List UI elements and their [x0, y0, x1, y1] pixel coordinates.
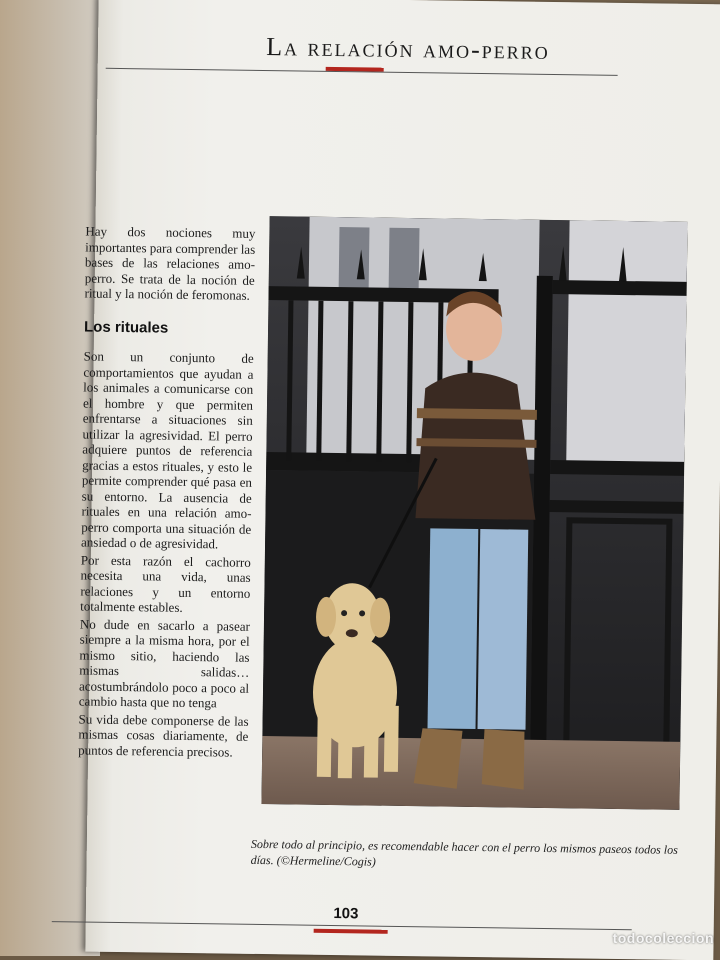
watermark-logo: todocoleccion: [612, 930, 714, 946]
intro-paragraph: Hay dos nociones muy importantes para comprender las bases de las relaciones amo-perro. Se trata de la noción de ritual y la noción de feromonas.: [84, 223, 256, 303]
paragraph-4: Su vida debe componerse de las mismas cosas diariamente, de puntos de referencia precisos.: [78, 710, 249, 760]
section-heading: Los rituales: [83, 317, 169, 337]
body-column: [78, 224, 255, 762]
page-title: La relación amo-perro: [266, 32, 550, 65]
photo-caption: Sobre todo al principio, es recomendable hacer con el perro los mismos paseos todos los días. (©Hermeline/Cogis): [250, 836, 678, 869]
photo-illustration: [261, 216, 687, 810]
book-page: [78, 0, 720, 960]
page-number: 103: [333, 905, 359, 923]
footer-accent-bar: [314, 929, 388, 934]
paragraph-1: Son un conjunto de comportamientos que ayudan a los animales a comunicarse con el hombre y que permiten enfrentarse a situaciones sin utilizar la agresividad. El perro adquiere puntos de referencia gracias a estos rituales, y esto le permite comprender qué pasa en su entorno. La ausencia de rituales en una relación amo-perro comporta una situación de ansiedad o de agresividad.: [80, 348, 254, 552]
paragraph-3: No dude en sacarlo a pasear siempre a la misma hora, por el mismo sitio, haciendo las mismas salidas… acostumbrándolo poco a poco al cambio hasta que no tenga: [78, 615, 251, 711]
paragraph-2: Por esta razón el cachorro necesita una vida, unas relaciones y un entorno totalmente estables.: [80, 551, 251, 615]
photo-boy-with-dog: [261, 216, 687, 810]
